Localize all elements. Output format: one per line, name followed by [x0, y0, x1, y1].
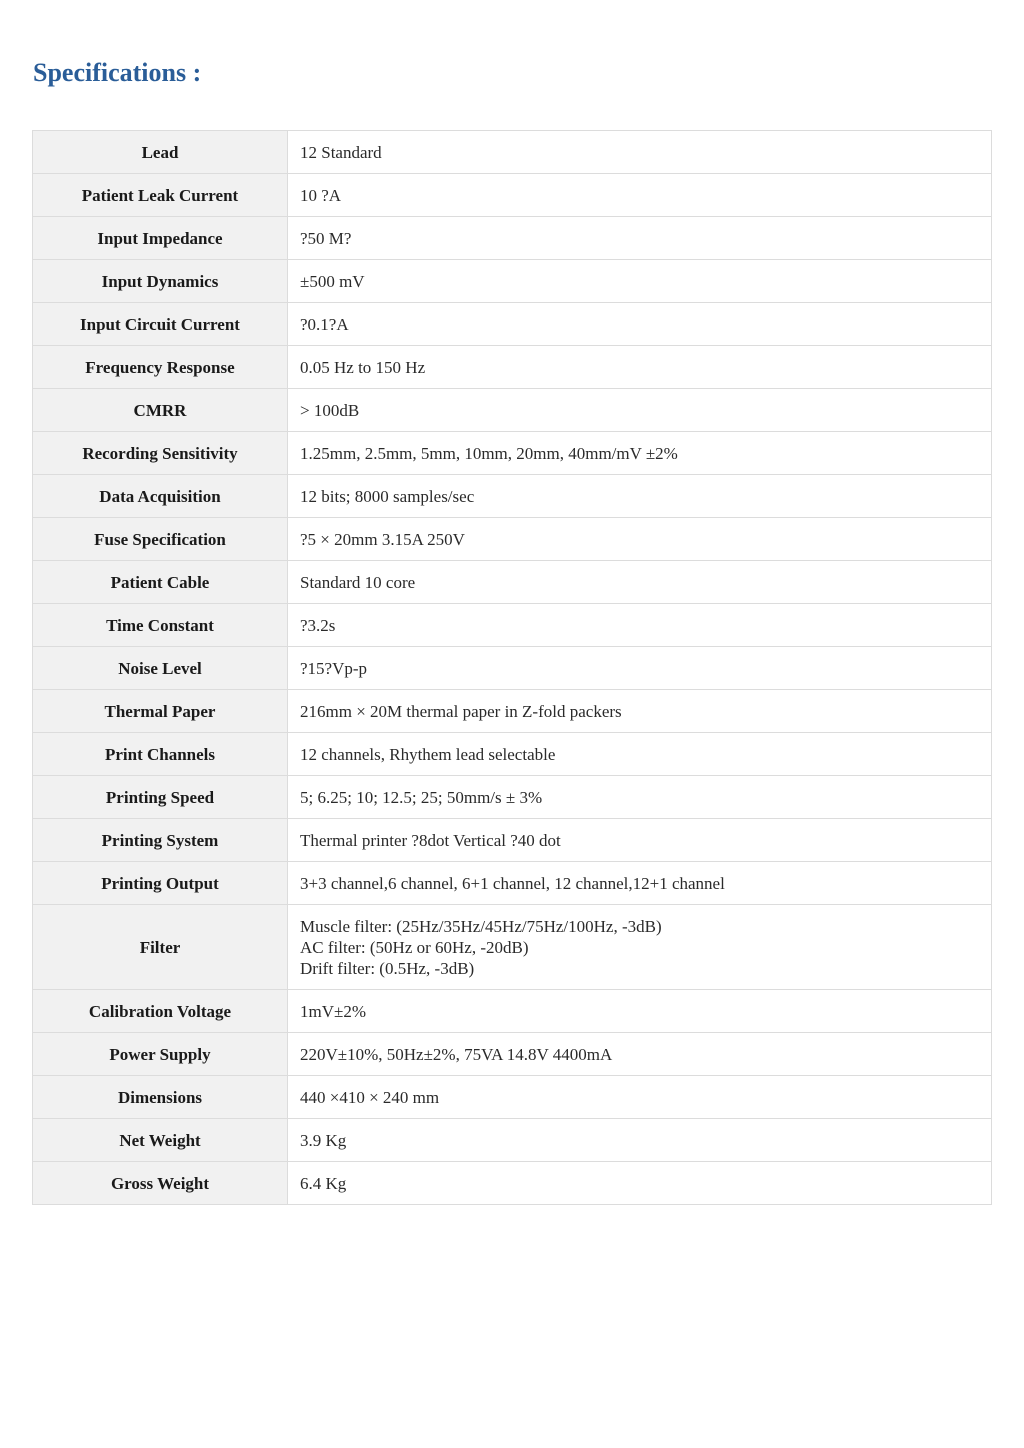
table-row — [33, 1033, 992, 1076]
table-row — [33, 389, 992, 432]
spec-label: CMRR — [33, 389, 288, 432]
table-row — [33, 862, 992, 905]
spec-label: Power Supply — [33, 1033, 288, 1076]
table-row — [33, 260, 992, 303]
spec-label: Lead — [33, 131, 288, 174]
spec-value: ?5 × 20mm 3.15A 250V — [288, 518, 992, 561]
table-row — [33, 776, 992, 819]
spec-value: 12 Standard — [288, 131, 992, 174]
spec-value: ?50 M? — [288, 217, 992, 260]
spec-label: Noise Level — [33, 647, 288, 690]
page-title: Specifications : — [33, 58, 202, 87]
table-row — [33, 1162, 992, 1205]
spec-label: Net Weight — [33, 1119, 288, 1162]
table-row — [33, 303, 992, 346]
spec-value: 1.25mm, 2.5mm, 5mm, 10mm, 20mm, 40mm/mV ±2% — [288, 432, 992, 475]
spec-value: 5; 6.25; 10; 12.5; 25; 50mm/s ± 3% — [288, 776, 992, 819]
filter-line-drift: Drift filter: (0.5Hz, -3dB) — [300, 958, 475, 978]
spec-value: 12 bits; 8000 samples/sec — [288, 475, 992, 518]
table-row — [33, 1119, 992, 1162]
spec-label: Patient Leak Current — [33, 174, 288, 217]
filter-line-muscle: Muscle filter: (25Hz/35Hz/45Hz/75Hz/100Hz, -3dB) — [300, 916, 662, 936]
spec-value: 3.9 Kg — [288, 1119, 992, 1162]
spec-value: 10 ?A — [288, 174, 992, 217]
spec-label: Printing System — [33, 819, 288, 862]
table-row — [33, 1076, 992, 1119]
specifications-table — [32, 130, 992, 1205]
spec-value: ?0.1?A — [288, 303, 992, 346]
table-row — [33, 819, 992, 862]
spec-value: 440 ×410 × 240 mm — [288, 1076, 992, 1119]
spec-label: Printing Output — [33, 862, 288, 905]
spec-label: Input Impedance — [33, 217, 288, 260]
table-row — [33, 733, 992, 776]
spec-label: Thermal Paper — [33, 690, 288, 733]
spec-value: ?3.2s — [288, 604, 992, 647]
spec-value: 216mm × 20M thermal paper in Z-fold packers — [288, 690, 992, 733]
spec-value: 1mV±2% — [288, 990, 992, 1033]
spec-value: 3+3 channel,6 channel, 6+1 channel, 12 channel,12+1 channel — [288, 862, 992, 905]
spec-label: Patient Cable — [33, 561, 288, 604]
table-row — [33, 174, 992, 217]
table-row — [33, 217, 992, 260]
spec-value: ±500 mV — [288, 260, 992, 303]
table-row — [33, 990, 992, 1033]
table-row — [33, 518, 992, 561]
spec-value: Thermal printer ?8dot Vertical ?40 dot — [288, 819, 992, 862]
table-row — [33, 905, 992, 990]
spec-label: Time Constant — [33, 604, 288, 647]
spec-label: Data Acquisition — [33, 475, 288, 518]
table-row — [33, 604, 992, 647]
filter-line-ac: AC filter: (50Hz or 60Hz, -20dB) — [300, 937, 529, 957]
table-row — [33, 690, 992, 733]
spec-label: Calibration Voltage — [33, 990, 288, 1033]
spec-label: Input Circuit Current — [33, 303, 288, 346]
spec-value — [288, 905, 992, 990]
spec-value: 220V±10%, 50Hz±2%, 75VA 14.8V 4400mA — [288, 1033, 992, 1076]
spec-value: ?15?Vp-p — [288, 647, 992, 690]
table-row — [33, 647, 992, 690]
spec-value: 0.05 Hz to 150 Hz — [288, 346, 992, 389]
spec-label: Frequency Response — [33, 346, 288, 389]
table-row — [33, 475, 992, 518]
spec-label: Printing Speed — [33, 776, 288, 819]
spec-value: Standard 10 core — [288, 561, 992, 604]
spec-label: Filter — [33, 905, 288, 990]
table-row — [33, 346, 992, 389]
spec-value: 6.4 Kg — [288, 1162, 992, 1205]
spec-label: Print Channels — [33, 733, 288, 776]
spec-label: Recording Sensitivity — [33, 432, 288, 475]
table-row — [33, 432, 992, 475]
table-row — [33, 561, 992, 604]
spec-value: > 100dB — [288, 389, 992, 432]
spec-value: 12 channels, Rhythem lead selectable — [288, 733, 992, 776]
table-row — [33, 131, 992, 174]
spec-label: Fuse Specification — [33, 518, 288, 561]
spec-label: Gross Weight — [33, 1162, 288, 1205]
spec-label: Dimensions — [33, 1076, 288, 1119]
spec-label: Input Dynamics — [33, 260, 288, 303]
